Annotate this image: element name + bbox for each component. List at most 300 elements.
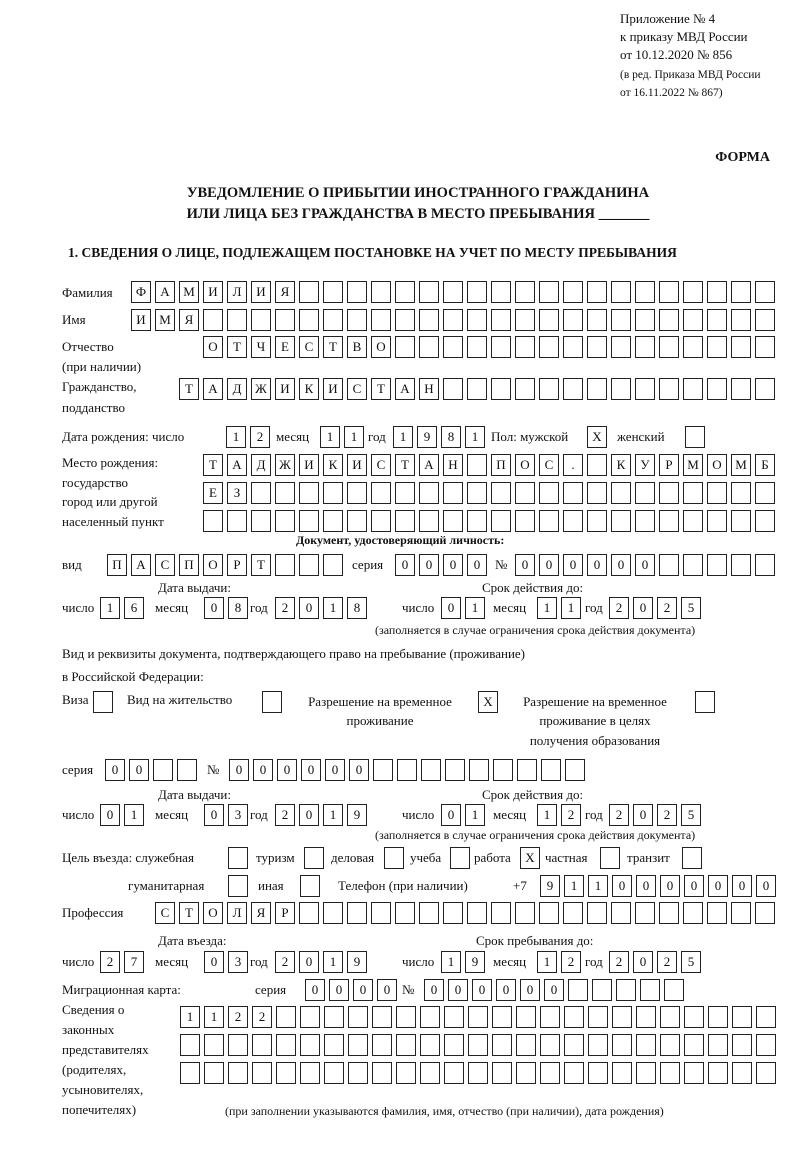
char-box[interactable]	[347, 309, 367, 331]
char-box[interactable]: 0	[611, 554, 631, 576]
char-box[interactable]	[755, 309, 775, 331]
char-box[interactable]: И	[131, 309, 151, 331]
char-box[interactable]	[228, 1062, 248, 1084]
char-box[interactable]: 9	[347, 951, 367, 973]
char-box[interactable]: 8	[228, 597, 248, 619]
char-box[interactable]: 0	[684, 875, 704, 897]
char-box[interactable]: П	[179, 554, 199, 576]
char-box[interactable]	[563, 281, 583, 303]
char-box[interactable]: 0	[636, 875, 656, 897]
char-box[interactable]	[731, 902, 751, 924]
char-box[interactable]	[444, 1006, 464, 1028]
char-box[interactable]: 0	[100, 804, 120, 826]
char-box[interactable]	[539, 902, 559, 924]
char-box[interactable]	[659, 309, 679, 331]
char-box[interactable]	[203, 309, 223, 331]
char-box[interactable]	[541, 759, 561, 781]
char-box[interactable]: 1	[537, 951, 557, 973]
char-box[interactable]	[611, 482, 631, 504]
char-box[interactable]	[731, 281, 751, 303]
char-box[interactable]: 0	[305, 979, 325, 1001]
char-box[interactable]	[419, 309, 439, 331]
char-box[interactable]: К	[323, 454, 343, 476]
char-box[interactable]	[592, 979, 612, 1001]
char-box[interactable]	[323, 281, 343, 303]
char-box[interactable]	[467, 482, 487, 504]
char-box[interactable]: В	[347, 336, 367, 358]
char-box[interactable]	[635, 309, 655, 331]
char-box[interactable]: 0	[353, 979, 373, 1001]
char-box[interactable]	[371, 510, 391, 532]
char-box[interactable]: С	[155, 554, 175, 576]
char-box[interactable]: 2	[609, 951, 629, 973]
char-box[interactable]	[443, 378, 463, 400]
char-box[interactable]	[491, 482, 511, 504]
char-box[interactable]	[515, 281, 535, 303]
char-box[interactable]: 7	[124, 951, 144, 973]
char-box[interactable]	[347, 510, 367, 532]
char-box[interactable]	[611, 510, 631, 532]
char-box[interactable]	[396, 1062, 416, 1084]
char-box[interactable]	[228, 847, 248, 869]
char-box[interactable]: 9	[347, 804, 367, 826]
char-box[interactable]	[203, 510, 223, 532]
char-box[interactable]: 1	[588, 875, 608, 897]
char-box[interactable]	[517, 759, 537, 781]
char-box[interactable]	[419, 510, 439, 532]
char-box[interactable]: 2	[275, 951, 295, 973]
char-box[interactable]	[492, 1034, 512, 1056]
char-box[interactable]	[373, 759, 393, 781]
char-box[interactable]	[563, 309, 583, 331]
char-box[interactable]: 0	[377, 979, 397, 1001]
char-box[interactable]	[588, 1034, 608, 1056]
char-box[interactable]	[371, 482, 391, 504]
char-box[interactable]: О	[707, 454, 727, 476]
char-box[interactable]: 0	[520, 979, 540, 1001]
char-box[interactable]	[683, 336, 703, 358]
char-box[interactable]	[600, 847, 620, 869]
char-box[interactable]: 0	[544, 979, 564, 1001]
char-box[interactable]: 5	[681, 597, 701, 619]
char-box[interactable]	[755, 554, 775, 576]
char-box[interactable]	[444, 1062, 464, 1084]
char-box[interactable]	[300, 1034, 320, 1056]
char-box[interactable]	[323, 309, 343, 331]
char-box[interactable]: 5	[681, 951, 701, 973]
char-box[interactable]: 1	[537, 597, 557, 619]
char-box[interactable]: 2	[609, 804, 629, 826]
char-box[interactable]	[587, 510, 607, 532]
char-box[interactable]	[347, 902, 367, 924]
char-box[interactable]: 0	[299, 804, 319, 826]
char-box[interactable]: Т	[227, 336, 247, 358]
char-box[interactable]	[683, 309, 703, 331]
char-box[interactable]: 3	[228, 951, 248, 973]
char-box[interactable]	[275, 482, 295, 504]
char-box[interactable]	[323, 902, 343, 924]
char-box[interactable]: А	[419, 454, 439, 476]
char-box[interactable]	[468, 1006, 488, 1028]
char-box[interactable]: К	[611, 454, 631, 476]
char-box[interactable]	[372, 1006, 392, 1028]
char-box[interactable]: 0	[496, 979, 516, 1001]
char-box[interactable]	[587, 454, 607, 476]
char-box[interactable]: 0	[472, 979, 492, 1001]
char-box[interactable]	[467, 336, 487, 358]
char-box[interactable]: 9	[540, 875, 560, 897]
char-box[interactable]	[635, 281, 655, 303]
char-box[interactable]	[419, 482, 439, 504]
char-box[interactable]	[372, 1062, 392, 1084]
char-box[interactable]	[611, 902, 631, 924]
char-box[interactable]	[420, 1062, 440, 1084]
char-box[interactable]	[540, 1062, 560, 1084]
char-box[interactable]: Р	[659, 454, 679, 476]
char-box[interactable]: 1	[323, 804, 343, 826]
char-box[interactable]: 0	[253, 759, 273, 781]
char-box[interactable]	[563, 336, 583, 358]
char-box[interactable]: Я	[179, 309, 199, 331]
char-box[interactable]	[204, 1062, 224, 1084]
char-box[interactable]	[276, 1062, 296, 1084]
char-box[interactable]	[467, 281, 487, 303]
char-box[interactable]	[685, 426, 705, 448]
char-box[interactable]: Н	[443, 454, 463, 476]
char-box[interactable]	[684, 1062, 704, 1084]
char-box[interactable]	[323, 482, 343, 504]
char-box[interactable]	[228, 875, 248, 897]
char-box[interactable]: Д	[251, 454, 271, 476]
char-box[interactable]	[635, 336, 655, 358]
char-box[interactable]	[539, 281, 559, 303]
char-box[interactable]	[611, 378, 631, 400]
char-box[interactable]: Ж	[275, 454, 295, 476]
char-box[interactable]: Л	[227, 281, 247, 303]
char-box[interactable]	[299, 554, 319, 576]
char-box[interactable]: 2	[100, 951, 120, 973]
char-box[interactable]: Е	[275, 336, 295, 358]
char-box[interactable]: 0	[732, 875, 752, 897]
char-box[interactable]	[564, 1006, 584, 1028]
char-box[interactable]	[227, 309, 247, 331]
char-box[interactable]	[299, 281, 319, 303]
char-box[interactable]: 0	[563, 554, 583, 576]
char-box[interactable]	[300, 1062, 320, 1084]
char-box[interactable]: С	[539, 454, 559, 476]
char-box[interactable]	[515, 902, 535, 924]
char-box[interactable]: Б	[755, 454, 775, 476]
char-box[interactable]: Н	[419, 378, 439, 400]
char-box[interactable]: Т	[371, 378, 391, 400]
char-box[interactable]	[564, 1034, 584, 1056]
char-box[interactable]: Е	[203, 482, 223, 504]
char-box[interactable]: 2	[275, 597, 295, 619]
char-box[interactable]	[252, 1034, 272, 1056]
char-box[interactable]	[587, 482, 607, 504]
char-box[interactable]	[348, 1006, 368, 1028]
char-box[interactable]: М	[155, 309, 175, 331]
char-box[interactable]	[635, 902, 655, 924]
char-box[interactable]: 0	[587, 554, 607, 576]
char-box[interactable]: 9	[465, 951, 485, 973]
char-box[interactable]	[707, 336, 727, 358]
char-box[interactable]: Р	[227, 554, 247, 576]
char-box[interactable]: И	[251, 281, 271, 303]
char-box[interactable]: 2	[561, 951, 581, 973]
char-box[interactable]: 2	[561, 804, 581, 826]
char-box[interactable]: Т	[203, 454, 223, 476]
char-box[interactable]: Л	[227, 902, 247, 924]
char-box[interactable]	[563, 510, 583, 532]
char-box[interactable]	[177, 759, 197, 781]
char-box[interactable]: 1	[226, 426, 246, 448]
char-box[interactable]: Т	[251, 554, 271, 576]
char-box[interactable]: Т	[323, 336, 343, 358]
char-box[interactable]	[467, 309, 487, 331]
char-box[interactable]: 0	[441, 804, 461, 826]
char-box[interactable]: А	[155, 281, 175, 303]
char-box[interactable]	[635, 510, 655, 532]
char-box[interactable]: 9	[417, 426, 437, 448]
char-box[interactable]	[540, 1006, 560, 1028]
char-box[interactable]: У	[635, 454, 655, 476]
char-box[interactable]: Д	[227, 378, 247, 400]
char-box[interactable]	[227, 510, 247, 532]
char-box[interactable]	[755, 378, 775, 400]
char-box[interactable]: С	[155, 902, 175, 924]
char-box[interactable]	[660, 1062, 680, 1084]
char-box[interactable]	[467, 510, 487, 532]
char-box[interactable]	[515, 378, 535, 400]
char-box[interactable]	[731, 554, 751, 576]
char-box[interactable]: 0	[329, 979, 349, 1001]
char-box[interactable]: 2	[250, 426, 270, 448]
char-box[interactable]: Р	[275, 902, 295, 924]
char-box[interactable]	[443, 902, 463, 924]
char-box[interactable]	[371, 309, 391, 331]
char-box[interactable]	[732, 1062, 752, 1084]
char-box[interactable]: 1	[204, 1006, 224, 1028]
char-box[interactable]: 2	[657, 597, 677, 619]
char-box[interactable]: 0	[419, 554, 439, 576]
char-box[interactable]	[539, 510, 559, 532]
char-box[interactable]	[516, 1006, 536, 1028]
char-box[interactable]	[611, 336, 631, 358]
char-box[interactable]	[659, 510, 679, 532]
char-box[interactable]	[491, 336, 511, 358]
char-box[interactable]	[640, 979, 660, 1001]
char-box[interactable]: 5	[681, 804, 701, 826]
char-box[interactable]: 1	[537, 804, 557, 826]
char-box[interactable]: Ч	[251, 336, 271, 358]
char-box[interactable]: 0	[129, 759, 149, 781]
char-box[interactable]	[683, 510, 703, 532]
char-box[interactable]	[444, 1034, 464, 1056]
char-box[interactable]: И	[299, 454, 319, 476]
char-box[interactable]: О	[203, 902, 223, 924]
char-box[interactable]: 0	[277, 759, 297, 781]
char-box[interactable]	[395, 336, 415, 358]
char-box[interactable]	[443, 336, 463, 358]
char-box[interactable]	[611, 281, 631, 303]
char-box[interactable]	[469, 759, 489, 781]
char-box[interactable]: 0	[633, 597, 653, 619]
char-box[interactable]: 8	[441, 426, 461, 448]
char-box[interactable]: X	[520, 847, 540, 869]
char-box[interactable]	[419, 336, 439, 358]
char-box[interactable]	[683, 378, 703, 400]
char-box[interactable]: М	[179, 281, 199, 303]
char-box[interactable]	[516, 1062, 536, 1084]
char-box[interactable]: 0	[229, 759, 249, 781]
char-box[interactable]	[539, 336, 559, 358]
char-box[interactable]: 2	[252, 1006, 272, 1028]
char-box[interactable]: 0	[325, 759, 345, 781]
char-box[interactable]: 0	[441, 597, 461, 619]
char-box[interactable]	[491, 309, 511, 331]
char-box[interactable]: 1	[320, 426, 340, 448]
char-box[interactable]	[275, 554, 295, 576]
char-box[interactable]	[539, 309, 559, 331]
char-box[interactable]	[491, 902, 511, 924]
char-box[interactable]: 3	[228, 804, 248, 826]
char-box[interactable]	[300, 875, 320, 897]
char-box[interactable]: 1	[465, 804, 485, 826]
char-box[interactable]	[635, 378, 655, 400]
char-box[interactable]: 0	[395, 554, 415, 576]
char-box[interactable]	[708, 1006, 728, 1028]
char-box[interactable]: 1	[561, 597, 581, 619]
char-box[interactable]: 0	[301, 759, 321, 781]
char-box[interactable]: Я	[275, 281, 295, 303]
char-box[interactable]	[707, 902, 727, 924]
char-box[interactable]: 1	[124, 804, 144, 826]
char-box[interactable]: 8	[347, 597, 367, 619]
char-box[interactable]	[756, 1034, 776, 1056]
char-box[interactable]	[348, 1062, 368, 1084]
char-box[interactable]: И	[203, 281, 223, 303]
char-box[interactable]	[419, 281, 439, 303]
char-box[interactable]: 1	[393, 426, 413, 448]
char-box[interactable]	[660, 1034, 680, 1056]
char-box[interactable]: 0	[448, 979, 468, 1001]
char-box[interactable]	[683, 281, 703, 303]
char-box[interactable]	[659, 902, 679, 924]
char-box[interactable]: С	[347, 378, 367, 400]
char-box[interactable]: З	[227, 482, 247, 504]
char-box[interactable]	[565, 759, 585, 781]
char-box[interactable]	[323, 510, 343, 532]
char-box[interactable]: 1	[441, 951, 461, 973]
char-box[interactable]	[588, 1062, 608, 1084]
char-box[interactable]	[636, 1062, 656, 1084]
char-box[interactable]	[707, 482, 727, 504]
char-box[interactable]: 0	[204, 597, 224, 619]
char-box[interactable]	[468, 1034, 488, 1056]
char-box[interactable]	[587, 309, 607, 331]
char-box[interactable]	[443, 482, 463, 504]
char-box[interactable]	[445, 759, 465, 781]
char-box[interactable]: Т	[395, 454, 415, 476]
char-box[interactable]	[731, 378, 751, 400]
char-box[interactable]: О	[515, 454, 535, 476]
char-box[interactable]	[419, 902, 439, 924]
char-box[interactable]	[371, 281, 391, 303]
char-box[interactable]	[251, 510, 271, 532]
char-box[interactable]	[515, 309, 535, 331]
char-box[interactable]: И	[347, 454, 367, 476]
char-box[interactable]	[467, 454, 487, 476]
char-box[interactable]: С	[371, 454, 391, 476]
char-box[interactable]	[491, 281, 511, 303]
char-box[interactable]	[421, 759, 441, 781]
char-box[interactable]: 0	[299, 951, 319, 973]
char-box[interactable]	[324, 1062, 344, 1084]
char-box[interactable]	[731, 336, 751, 358]
char-box[interactable]: Я	[251, 902, 271, 924]
char-box[interactable]: И	[323, 378, 343, 400]
char-box[interactable]	[708, 1062, 728, 1084]
char-box[interactable]	[587, 336, 607, 358]
char-box[interactable]	[395, 281, 415, 303]
char-box[interactable]	[323, 554, 343, 576]
char-box[interactable]	[262, 691, 282, 713]
char-box[interactable]	[755, 281, 775, 303]
char-box[interactable]	[659, 482, 679, 504]
char-box[interactable]: 0	[515, 554, 535, 576]
char-box[interactable]: 1	[564, 875, 584, 897]
char-box[interactable]	[275, 309, 295, 331]
char-box[interactable]	[755, 336, 775, 358]
char-box[interactable]	[756, 1006, 776, 1028]
char-box[interactable]	[707, 378, 727, 400]
char-box[interactable]	[563, 378, 583, 400]
char-box[interactable]	[612, 1062, 632, 1084]
char-box[interactable]	[395, 902, 415, 924]
char-box[interactable]	[568, 979, 588, 1001]
char-box[interactable]: 0	[204, 951, 224, 973]
char-box[interactable]	[491, 378, 511, 400]
char-box[interactable]: Т	[179, 378, 199, 400]
char-box[interactable]: 0	[756, 875, 776, 897]
char-box[interactable]: 2	[275, 804, 295, 826]
char-box[interactable]: 1	[323, 597, 343, 619]
char-box[interactable]	[515, 510, 535, 532]
char-box[interactable]	[684, 1006, 704, 1028]
char-box[interactable]	[492, 1006, 512, 1028]
char-box[interactable]	[683, 482, 703, 504]
char-box[interactable]	[659, 336, 679, 358]
char-box[interactable]	[397, 759, 417, 781]
char-box[interactable]: 1	[344, 426, 364, 448]
char-box[interactable]	[468, 1062, 488, 1084]
char-box[interactable]	[515, 482, 535, 504]
char-box[interactable]: 2	[609, 597, 629, 619]
char-box[interactable]	[731, 309, 751, 331]
char-box[interactable]: О	[203, 554, 223, 576]
char-box[interactable]	[732, 1006, 752, 1028]
char-box[interactable]	[659, 378, 679, 400]
char-box[interactable]	[587, 281, 607, 303]
char-box[interactable]: 0	[105, 759, 125, 781]
char-box[interactable]	[587, 902, 607, 924]
char-box[interactable]: 2	[657, 951, 677, 973]
char-box[interactable]: Ф	[131, 281, 151, 303]
char-box[interactable]: 0	[633, 951, 653, 973]
char-box[interactable]	[395, 309, 415, 331]
char-box[interactable]: 2	[228, 1006, 248, 1028]
